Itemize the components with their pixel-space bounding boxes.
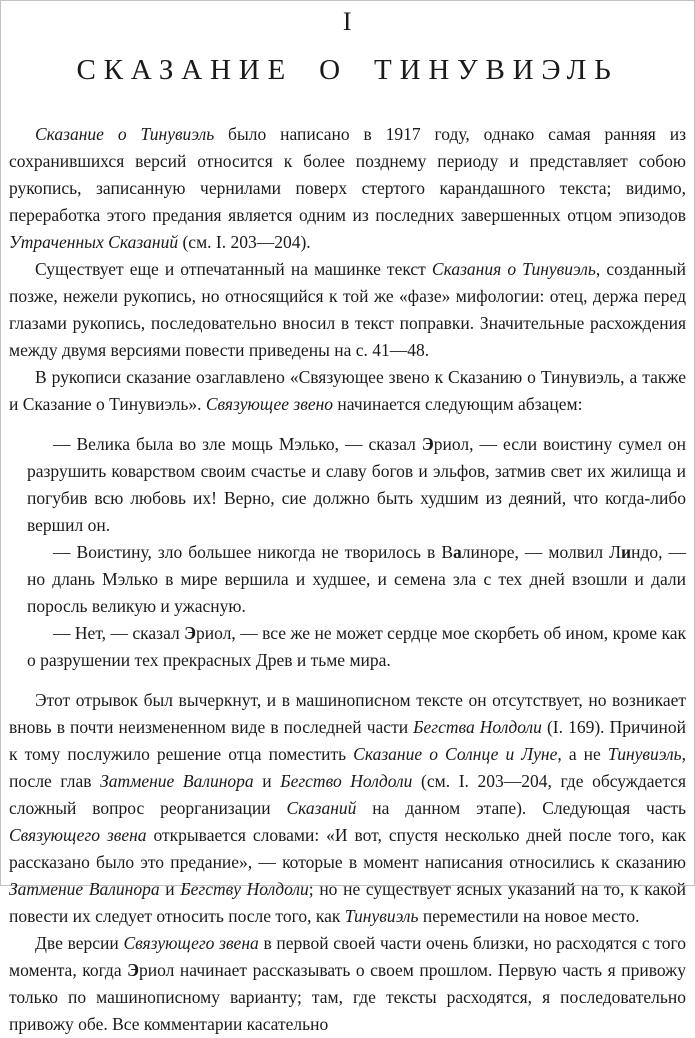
quote-paragraph: — Велика была во зле мощь Мэлько, — сказал Эриол, — если воистину сумел он разрушить коварством своим счастье и славу богов и эльфов, затмив свет их жилища и погубив всю любовь их! Верно, сие должно быть худшим из деяний, что когда-либо вершил он. bbox=[27, 434, 686, 535]
quote-paragraph: — Воистину, зло большее никогда не творилось в Валиноре, — молвил Линдо, — но длань Мэлько в мире вершила и худшее, и семена зла с тех дней взошли и дали поросль великую и ужасную. bbox=[27, 542, 686, 616]
page-title: СКАЗАНИЕ О ТИНУВИЭЛЬ bbox=[76, 54, 619, 86]
chapter-number: I bbox=[342, 7, 353, 36]
quote-paragraph: — Нет, — сказал Эриол, — все же не может сердце мое скорбеть об ином, кроме как о разрушении тех прекрасных Древ и тьме мира. bbox=[27, 623, 687, 670]
content bbox=[1, 121, 694, 1038]
paragraph: В рукописи сказание озаглавлено «Связующее звено к Сказанию о Тинувиэль, а также и Сказание о Тинувиэль». Связующее звено начинается следующим абзацем: bbox=[9, 367, 686, 414]
paragraph: Существует еще и отпечатанный на машинке текст Сказания о Тинувиэль, созданный позже, нежели рукопись, но относящийся к той же «фазе» мифологии: отец, держа перед глазами рукопись, последовательно вносил в текст поправки. Значительные расхождения между двумя версиями повести приведены на с. 41—48. bbox=[9, 259, 687, 360]
paragraph: Сказание о Тинувиэль было написано в 1917 году, однако самая ранняя из сохранившихся версий относится к более позднему периоду и представляет собою рукопись, записанную чернилами поверх стертого карандашного текста; видимо, переработка этого предания является одним из последних завершенных отцом эпизодов Утраченных Сказаний (см. I. 203—204). bbox=[9, 124, 686, 252]
paragraph: Этот отрывок был вычеркнут, и в машинописном тексте он отсутствует, но возникает вновь в почти неизмененном виде в последней части Бегства Нолдоли (I. 169). Причиной к тому послужило решение отца поместить Сказание о Солнце и Луне, а не Тинувиэль, после глав Затмение Валинора и Бегство Нолдоли (см. I. 203—204, где обсуждается сложный вопрос реорганизации Сказаний на данном этапе). Следующая часть Связующего звена открывается словами: «И вот, спустя несколько дней после того, как рассказано было это предание», — которые в момент написания относились к сказанию Затмение Валинора и Бегству Нолдоли; но не существует ясных указаний на то, к какой повести их следует относить после того, как Тинувиэль переместили на новое место. bbox=[9, 690, 686, 926]
paragraph: Две версии Связующего звена в первой своей части очень близки, но расходятся с того момента, когда Эриол начинает рассказывать о своем прошлом. Первую часть я привожу только по машинописному варианту; там, где тексты расходятся, я последовательно привожу обе. Все комментарии касательно bbox=[9, 933, 687, 1034]
